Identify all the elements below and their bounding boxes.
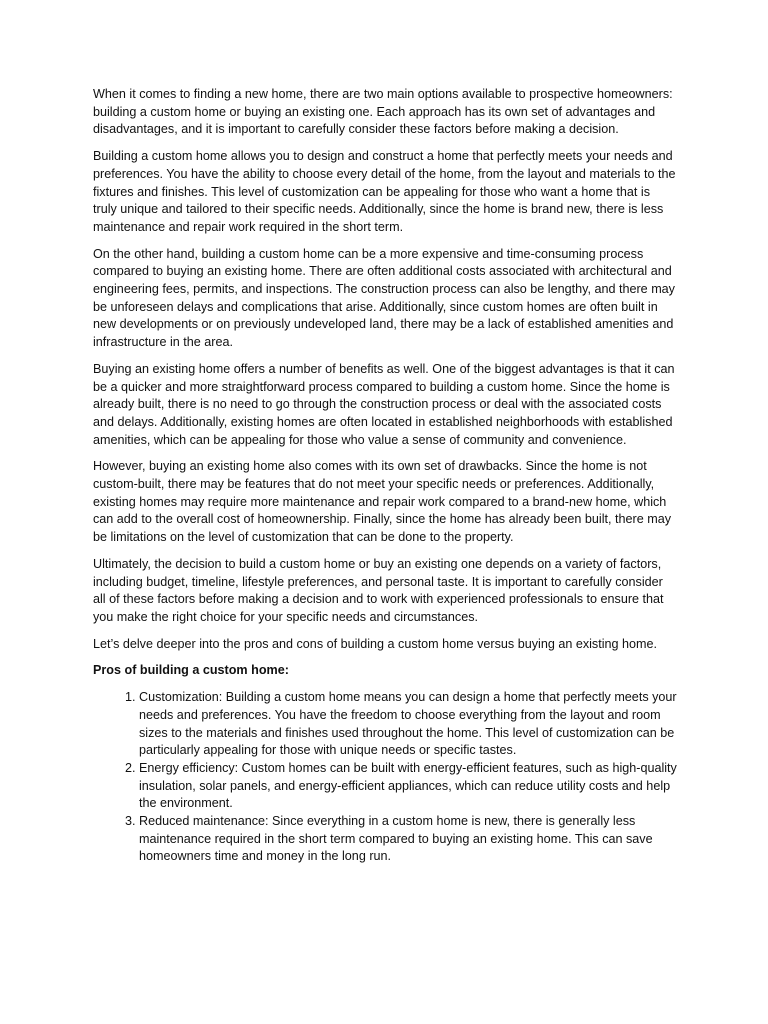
paragraph-existing-home-benefits: Buying an existing home offers a number of benefits as well. One of the biggest advantages is that it can be a quicker and more straightforward process compared to building a custom home. Since the home is already built, there is no need to go through the construction process or deal with the associated costs and delays. Additionally, existing homes are often located in established neighborhoods with established amenities, which can be appealing for those who value a sense of community and convenience. bbox=[93, 361, 675, 447]
list-item: 1. Customization: Building a custom home means you can design a home that perfectly meets your needs and preferences. You have the freedom to choose everything from the layout and room sizes to the materials and finishes used throughout the home. This level of customization can be particularly appealing for those with unique needs or specific tastes. bbox=[139, 689, 677, 760]
pros-heading: Pros of building a custom home: bbox=[93, 663, 289, 678]
paragraph-intro: When it comes to finding a new home, there are two main options available to prospective homeowners: building a custom home or buying an existing one. Each approach has its own set of advantages and disadvantages, and it is important to carefully consider these factors before making a decision. bbox=[93, 87, 673, 137]
paragraph-transition: Let’s delve deeper into the pros and cons of building a custom home versus buying an existing home. bbox=[93, 636, 658, 651]
document-body bbox=[93, 86, 677, 866]
paragraph-custom-home-drawbacks: On the other hand, building a custom home can be a more expensive and time-consuming process compared to buying an existing home. There are often additional costs associated with architectural and engineering fees, permits, and inspections. The construction process can also be lengthy, and there may be unforeseen delays and complications that arise. Additionally, since custom homes are often built in new developments or on previously undeveloped land, there may be a lack of established amenities and infrastructure in the area. bbox=[93, 246, 675, 350]
paragraph-conclusion: Ultimately, the decision to build a custom home or buy an existing one depends on a variety of factors, including budget, timeline, lifestyle preferences, and personal taste. It is important to carefully consider all of these factors before making a decision and to work with experienced professionals to ensure that you make the right choice for your specific needs and circumstances. bbox=[93, 556, 664, 624]
paragraph-existing-home-drawbacks: However, buying an existing home also comes with its own set of drawbacks. Since the home is not custom-built, there may be features that do not meet your specific needs or preferences. Additionally, existing homes may require more maintenance and repair work compared to a brand-new home, which can add to the overall cost of homeownership. Finally, since the home has already been built, there may be limitations on the level of customization that can be done to the property. bbox=[93, 459, 672, 545]
list-item: 2. Energy efficiency: Custom homes can be built with energy-efficient features, such as high-quality insulation, solar panels, and energy-efficient appliances, which can reduce utility costs and help the environment. bbox=[139, 760, 677, 813]
pros-list bbox=[93, 689, 677, 866]
paragraph-custom-home-benefits: Building a custom home allows you to design and construct a home that perfectly meets your needs and preferences. You have the ability to choose every detail of the home, from the layout and materials to the fixtures and finishes. This level of customization can be appealing for those who want a home that is truly unique and tailored to their specific needs. Additionally, since the home is brand new, there is less maintenance and repair work required in the short term. bbox=[93, 149, 676, 234]
list-item: 3. Reduced maintenance: Since everything in a custom home is new, there is generally less maintenance required in the short term compared to buying an existing home. This can save homeowners time and money in the long run. bbox=[139, 813, 677, 866]
